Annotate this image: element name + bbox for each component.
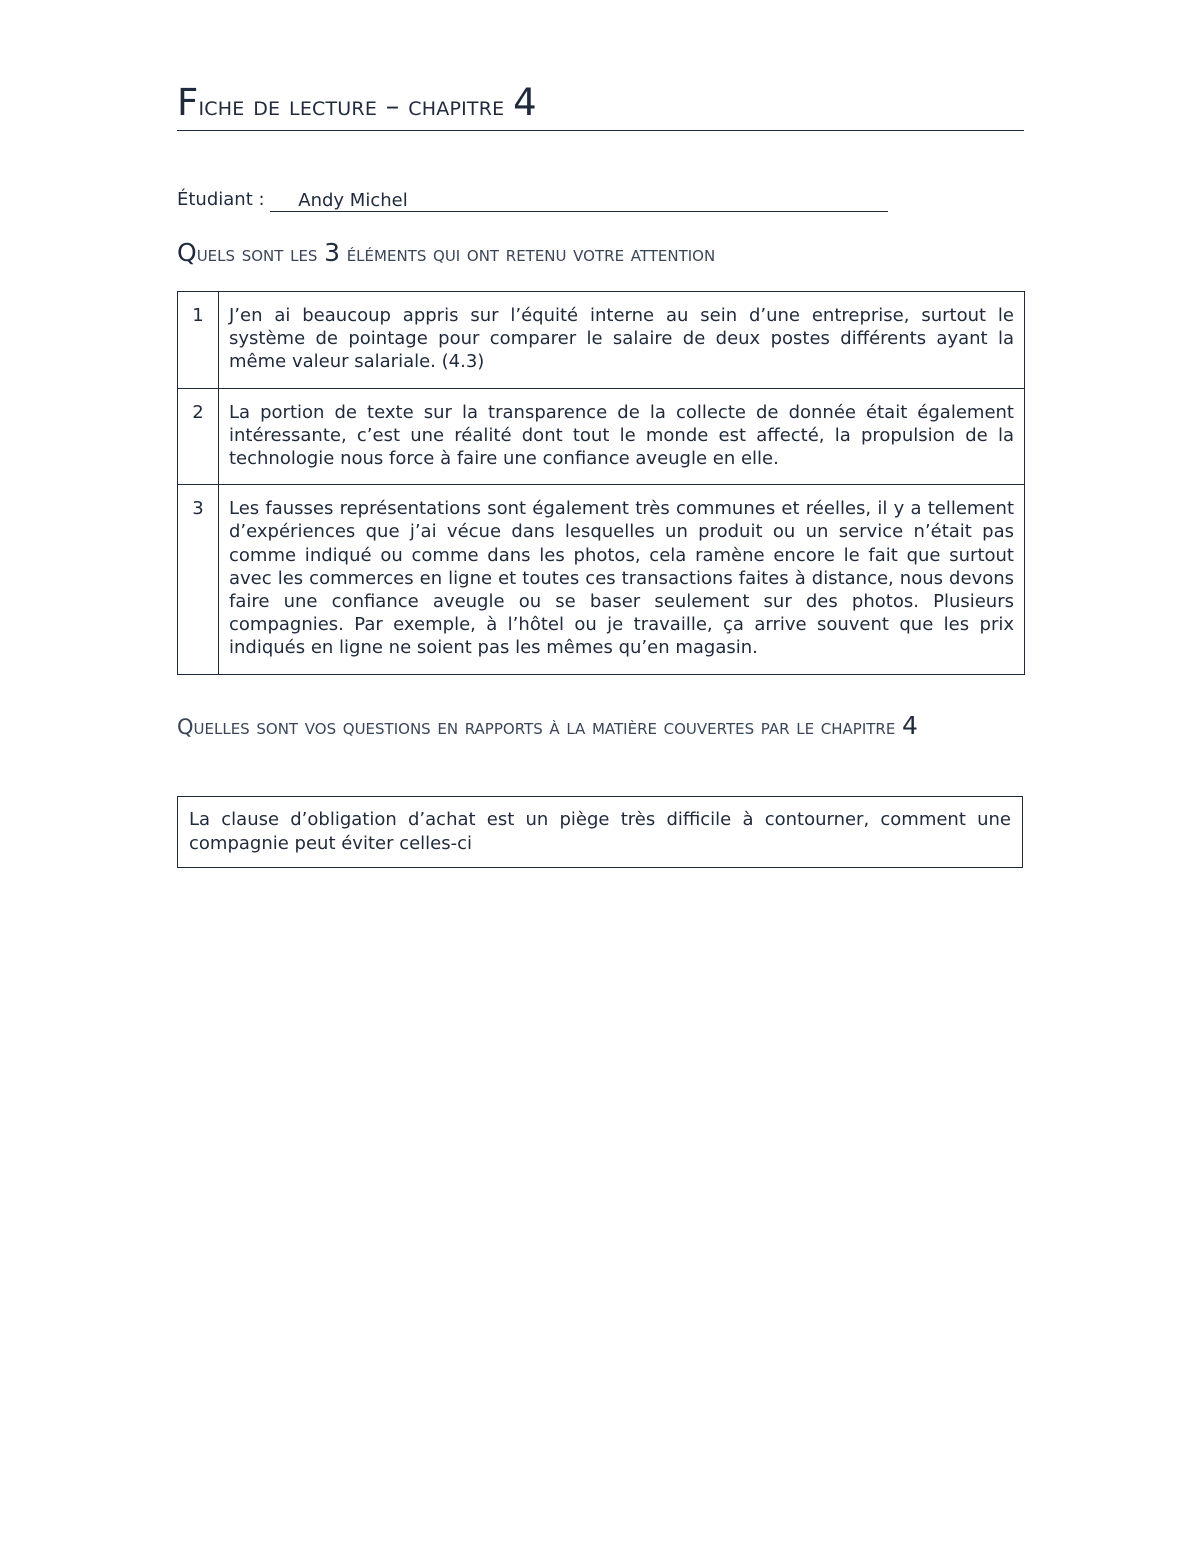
student-label: Étudiant : <box>177 189 271 210</box>
table-row <box>178 485 1025 674</box>
heading-text-part2: éléments qui ont retenu votre attention <box>340 242 716 266</box>
heading-text-part1: uels sont les <box>196 242 325 266</box>
item-text: La portion de texte sur la transparence de la collecte de donnée était également intéressante, c’est une réalité dont tout le monde est affecté, la propulsion de la technologie nous force à faire une confiance aveugle en elle. <box>219 388 1025 485</box>
heading-first-letter: Q <box>177 238 197 267</box>
heading-number: 3 <box>324 238 341 267</box>
heading-text: Quelles sont vos questions en rapports à la matière couvertes par le chapitre <box>177 715 902 739</box>
table-row <box>178 292 1025 389</box>
section-heading-questions <box>177 710 1024 743</box>
page-title <box>177 80 1024 131</box>
heading-number: 4 <box>902 711 918 740</box>
student-name: Andy Michel <box>298 190 408 211</box>
item-number: 3 <box>178 485 219 674</box>
section-heading-elements <box>177 237 1024 270</box>
item-text: J’en ai beaucoup appris sur l’équité interne au sein d’une entreprise, surtout le système de pointage pour comparer le salaire de deux postes différents ayant la même valeur salariale. (4.3) <box>219 292 1025 389</box>
item-number: 1 <box>178 292 219 389</box>
student-line <box>177 188 888 212</box>
question-box: La clause d’obligation d’achat est un piège très difficile à contourner, comment une compagnie peut éviter celles-ci <box>177 796 1023 868</box>
underline-after-name <box>408 189 888 212</box>
elements-table <box>177 291 1025 675</box>
item-text: Les fausses représentations sont également très communes et réelles, il y a tellement d’expériences que j’ai vécue dans lesquelles un produit ou un service n’était pas comme indiqué ou comme dans les photos, cela ramène encore le fait que surtout avec les commerces en ligne et toutes ces transactions faites à distance, nous devons faire une confiance aveugle ou se baser seulement sur des photos. Plusieurs compagnies. Par exemple, à l’hôtel ou je travaille, ça arrive souvent que les prix indiqués en ligne ne soient pas les mêmes qu’en magasin. <box>219 485 1025 674</box>
title-text: iche de lecture – chapitre <box>198 91 514 122</box>
title-number: 4 <box>513 81 537 124</box>
title-first-letter: F <box>177 81 199 124</box>
underline-before-name <box>270 189 298 212</box>
table-row <box>178 388 1025 485</box>
item-number: 2 <box>178 388 219 485</box>
